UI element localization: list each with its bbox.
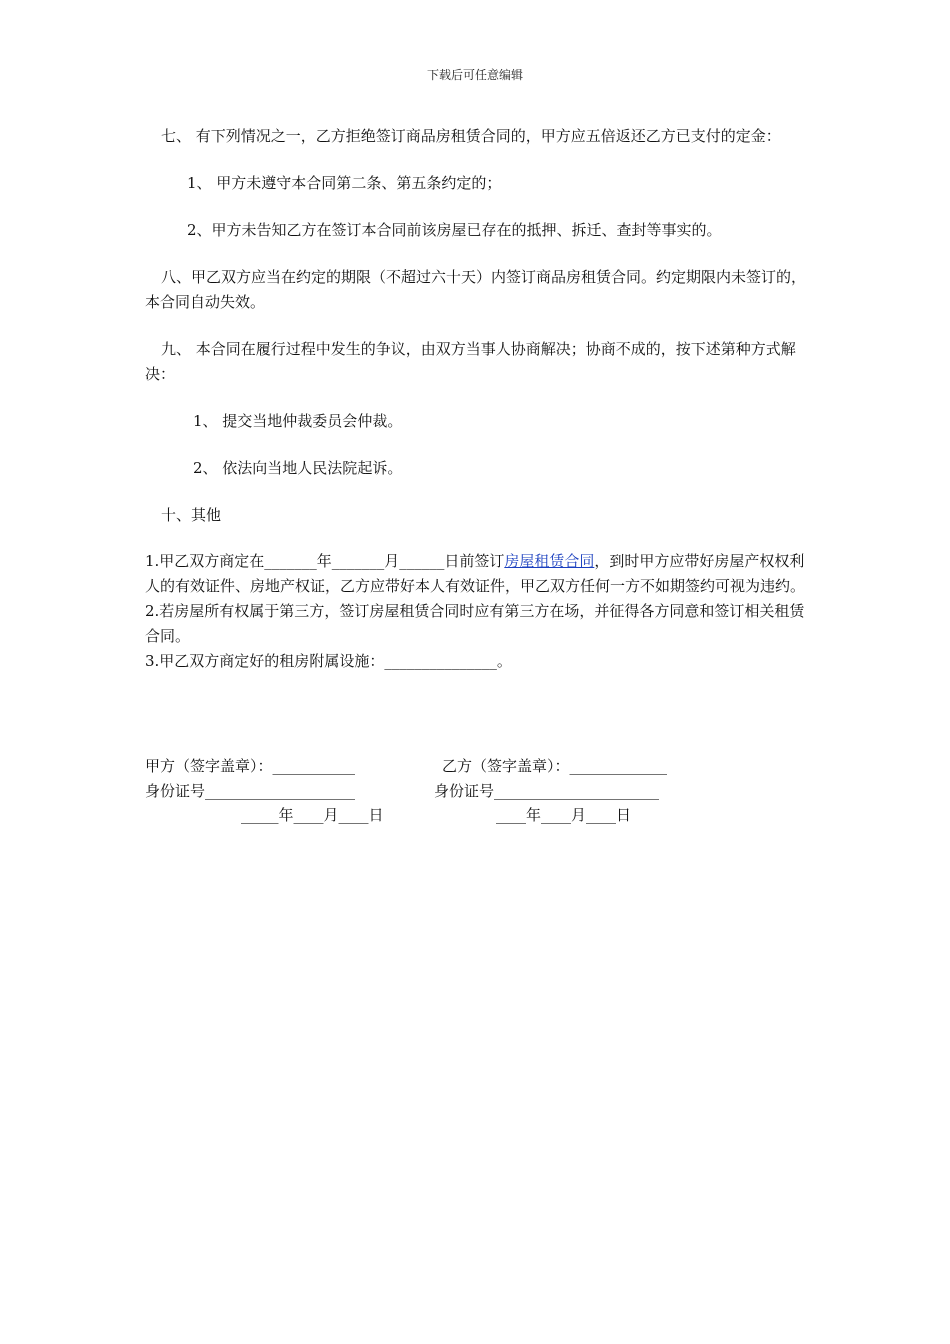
section-8: 八、甲乙双方应当在约定的期限（不超过六十天）内签订商品房租赁合同。约定期限内未签订的，本合同自动失效。 (145, 268, 807, 311)
party-b-date: ____年____月____日 (496, 806, 632, 824)
section-7: 七、 有下列情况之一，乙方拒绝签订商品房租赁合同的，甲方应五倍返还乙方已支付的定金： (161, 127, 781, 145)
section-9: 九、 本合同在履行过程中发生的争议，由双方当事人协商解决；协商不成的，按下述第种方式解决： (145, 340, 796, 383)
party-b-signature: 乙方（签字盖章）：_____________ (442, 757, 668, 775)
section-7-item-1: 1、 甲方未遵守本合同第二条、第五条约定的； (187, 174, 502, 192)
section-9-item-1: 1、 提交当地仲裁委员会仲裁。 (193, 412, 403, 430)
other-clause-1-rest: ，到时甲方应带好房屋产权权利人的有效证件、房地产权证，乙方应带好本人有效证件，甲乙双方任何一方不如期签约可视为违约。 (145, 552, 806, 595)
other-clause-3: 3.甲乙双方商定好的租房附属设施：_______________。 (145, 652, 512, 670)
document-body (145, 124, 807, 674)
other-clause-1-text: 1.甲乙双方商定在_______年_______月______日前签订 (145, 552, 505, 570)
other-clause-2: 2.若房屋所有权属于第三方，签订房屋租赁合同时应有第三方在场，并征得各方同意和签订相关租赁合同。 (145, 602, 805, 645)
party-b-id-number: 身份证号______________________ (434, 782, 660, 800)
other-clause-1 (145, 549, 807, 599)
party-a-id-number: 身份证号____________________ (145, 782, 356, 800)
section-10: 十、其他 (161, 506, 222, 524)
party-a-date: _____年____月____日 (241, 806, 384, 824)
page-header: 下载后可任意编辑 (426, 68, 523, 82)
section-7-item-2: 2、甲方未告知乙方在签订本合同前该房屋已存在的抵押、拆迁、查封等事实的。 (187, 221, 722, 239)
lease-contract-link[interactable]: 房屋租赁合同 (504, 552, 595, 570)
section-9-item-2: 2、 依法向当地人民法院起诉。 (193, 459, 403, 477)
party-a-signature: 甲方（签字盖章）：___________ (145, 757, 356, 775)
